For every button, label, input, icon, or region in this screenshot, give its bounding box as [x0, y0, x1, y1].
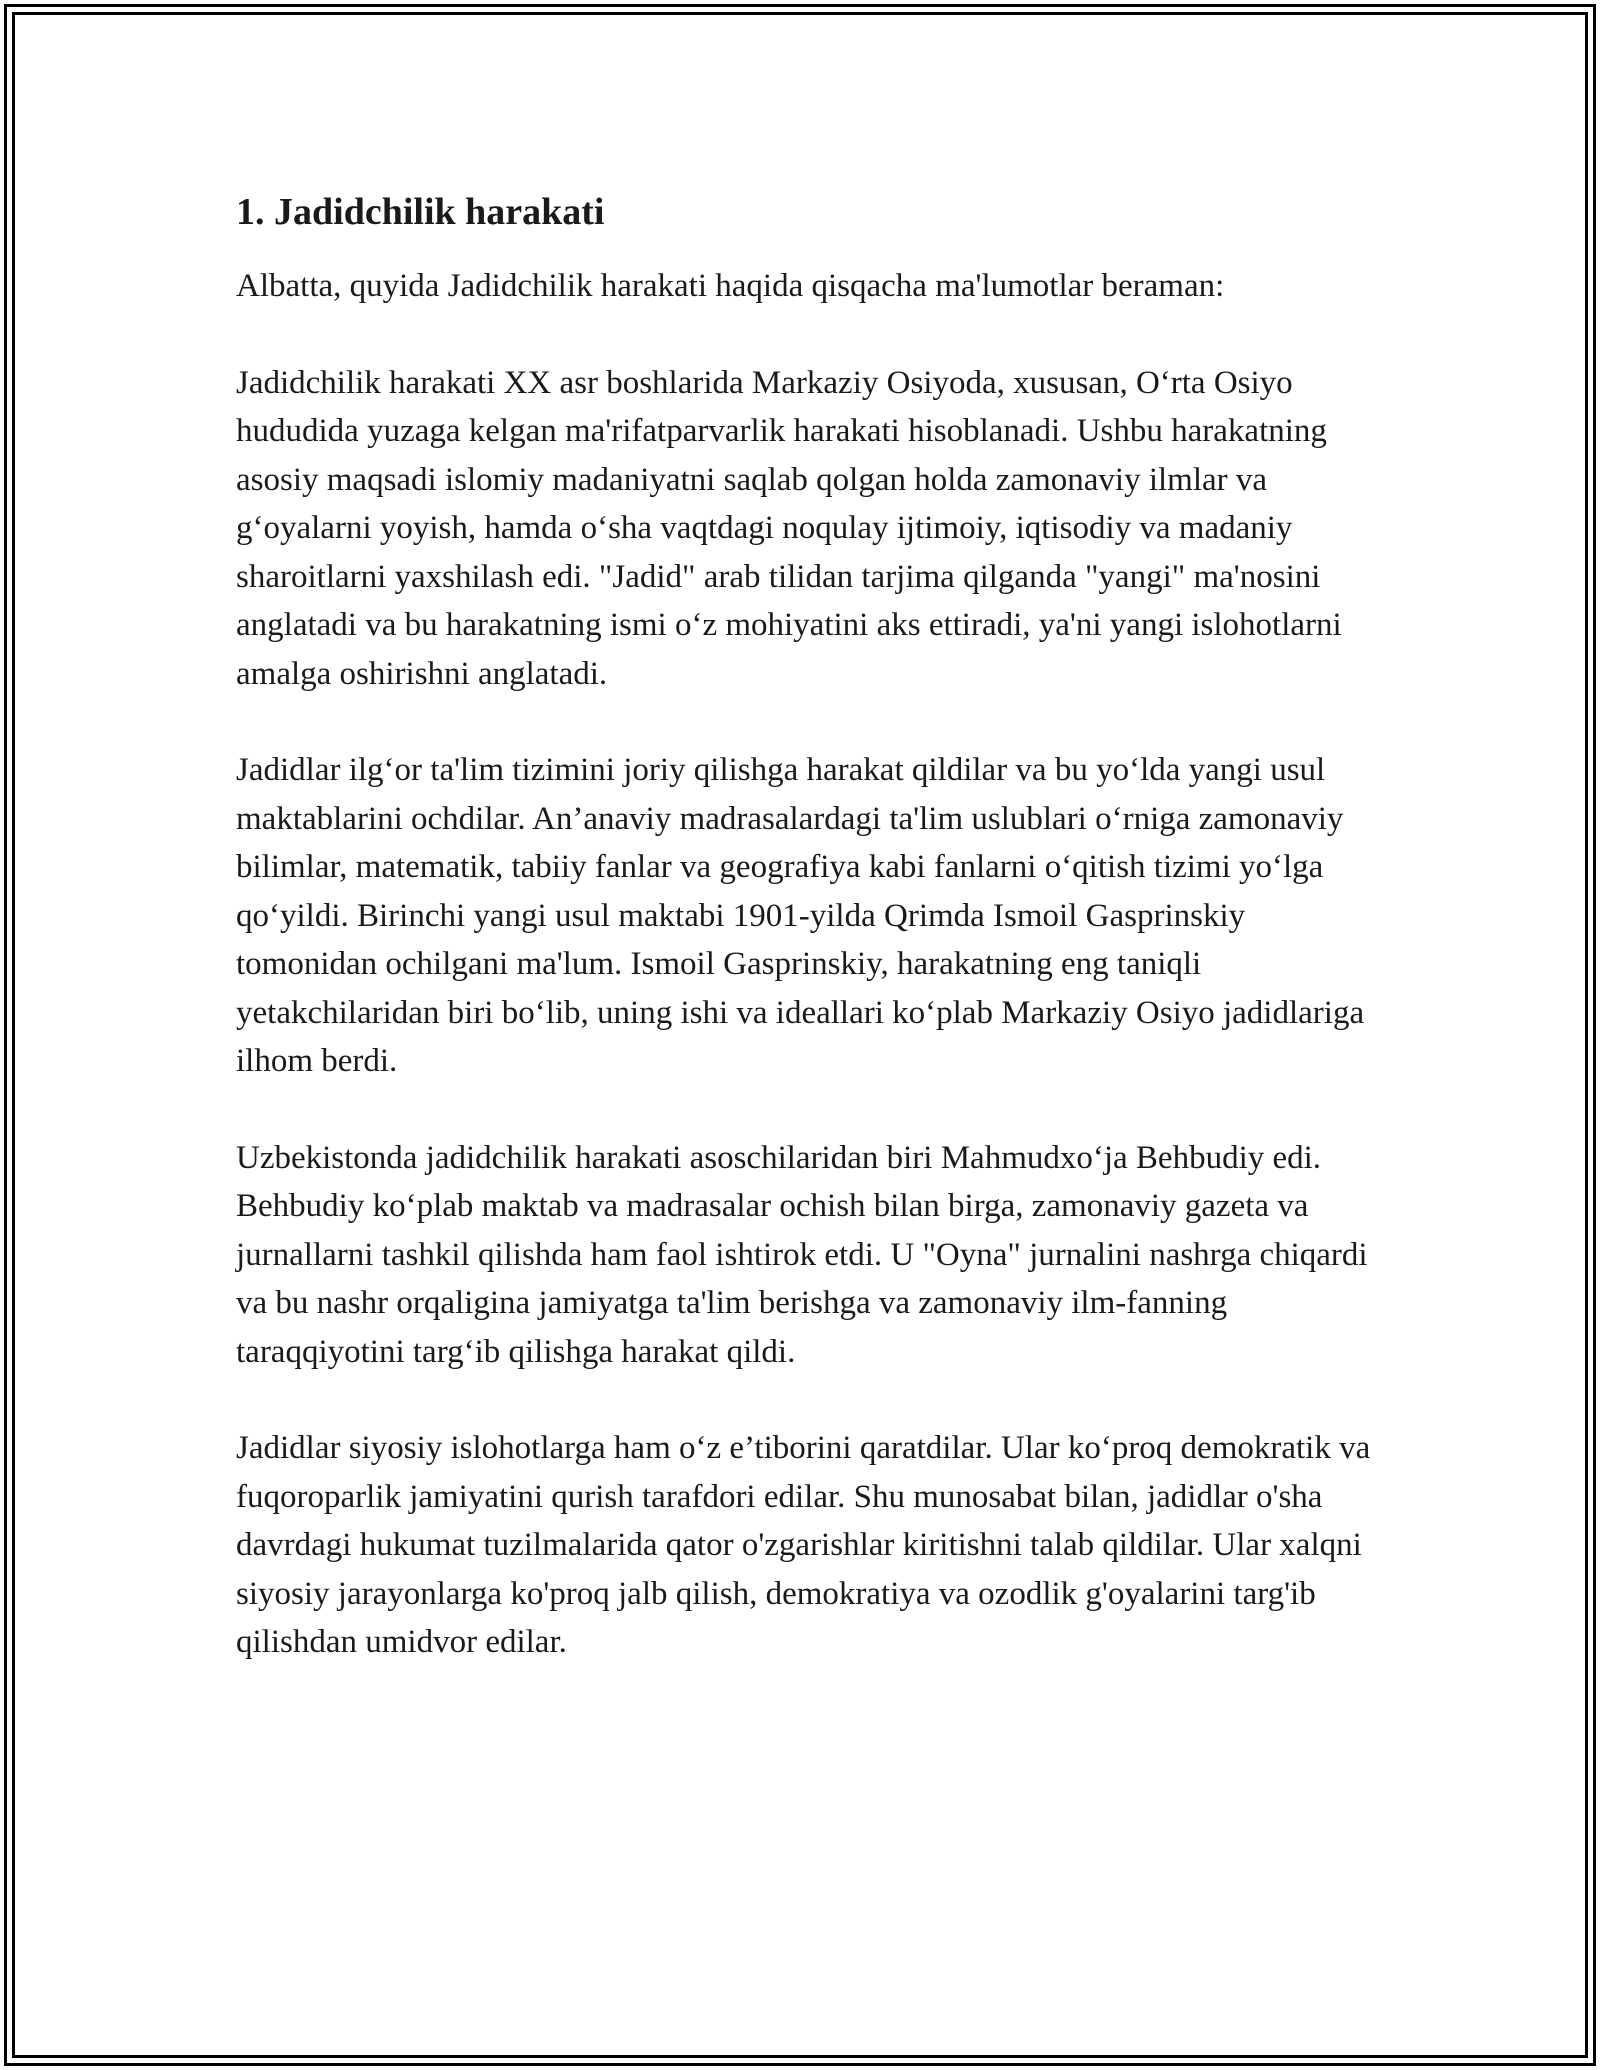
paragraph-intro: Albatta, quyida Jadidchilik harakati haqida qisqacha ma'lumotlar beraman: — [236, 268, 1225, 304]
paragraph-education: Jadidlar ilg‘or ta'lim tizimini joriy qilishga harakat qildilar va bu yo‘lda yangi usul maktablarini ochdilar. An’anaviy madrasalardagi ta'lim uslublari o‘rniga zamonaviy bilimlar, matematik, tabiiy fanlar va geografiya kabi fanlarni o‘qitish tizimi yo‘lga qo‘yildi. Birinchi yangi usul maktabi 1901-yilda Qrimda Ismoil Gasprinskiy tomonidan ochilgani ma'lum. Ismoil Gasprinskiy, harakatning eng taniqli yetakchilaridan biri bo‘lib, uning ishi va ideallari ko‘plab Markaziy Osiyo jadidlariga ilhom berdi. — [236, 752, 1365, 1079]
paragraph-definition: Jadidchilik harakati XX asr boshlarida Markaziy Osiyoda, xususan, O‘rta Osiyo hududida yuzaga kelgan ma'rifatparvarlik harakati hisoblanadi. Ushbu harakatning asosiy maqsadi islomiy madaniyatni saqlab qolgan holda zamonaviy ilmlar va g‘oyalarni yoyish, hamda o‘sha vaqtdagi noqulay ijtimoiy, iqtisodiy va madaniy sharoitlarni yaxshilash edi. "Jadid" arab tilidan tarjima qilganda "yangi" ma'nosini anglatadi va bu harakatning ismi o‘z mohiyatini aks ettiradi, ya'ni yangi islohotlarni amalga oshirishni anglatadi. — [236, 364, 1342, 692]
document-body — [236, 188, 1376, 1715]
paragraph-behbudiy: Uzbekistonda jadidchilik harakati asoschilaridan biri Mahmudxo‘ja Behbudiy edi. Behbudiy ko‘plab maktab va madrasalar ochish bilan birga, zamonaviy gazeta va jurnallarni tashkil qilishda ham faol ishtirok etdi. U "Oyna" jurnalini nashrga chiqardi va bu nashr orqaligina jamiyatga ta'lim berishga va zamonaviy ilm-fanning taraqqiyotini targ‘ib qilishga harakat qildi. — [236, 1139, 1368, 1370]
document-title: 1. Jadidchilik harakati — [236, 191, 605, 233]
paragraph-politics: Jadidlar siyosiy islohotlarga ham o‘z e’tiborini qaratdilar. Ular ko‘proq demokratik va fuqoroparlik jamiyatini qurish tarafdori edilar. Shu munosabat bilan, jadidlar o'sha davrdagi hukumat tuzilmalarida qator o'zgarishlar kiritishni talab qildilar. Ular xalqni siyosiy jarayonlarga ko'proq jalb qilish, demokratiya va ozodlik g'oyalarini targ'ib qilishdan umidvor edilar. — [236, 1430, 1371, 1660]
